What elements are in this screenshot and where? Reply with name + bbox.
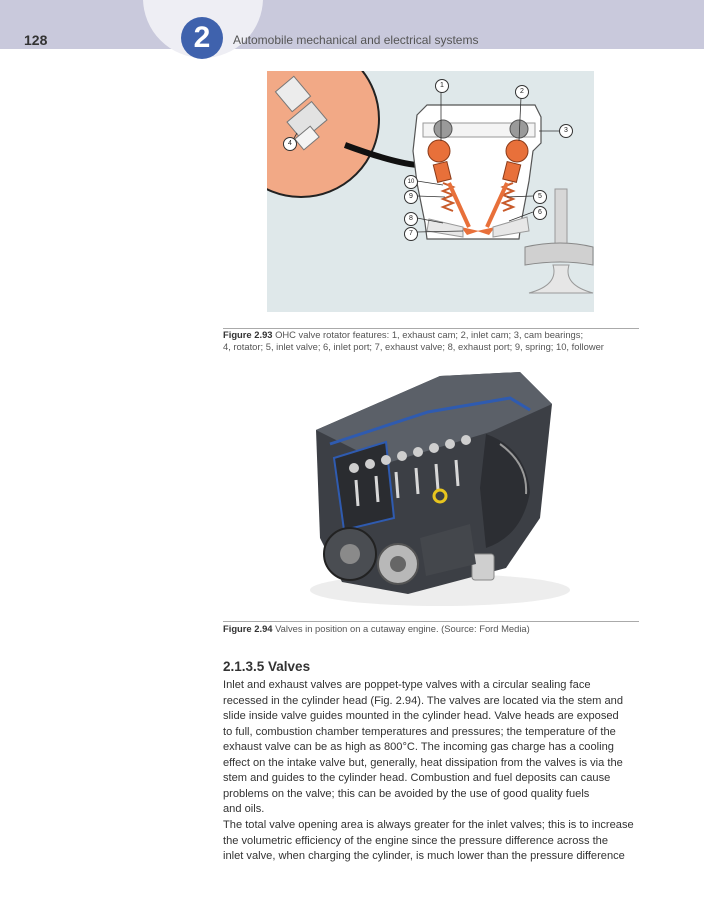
text-line: the volumetric efficiency of the engine since the pressure difference across the — [223, 834, 609, 847]
exhaust-cam — [428, 140, 450, 162]
callout-1: 1 — [435, 79, 449, 93]
callout-8: 8 — [404, 212, 418, 226]
paragraph-1 — [223, 678, 643, 818]
caption-rule-engine — [223, 621, 639, 622]
caption-label: Figure 2.93 — [223, 329, 273, 340]
section-heading: 2.1.3.5 Valves — [223, 659, 311, 674]
text-line: recessed in the cylinder head (Fig. 2.94). The valves are located via the stem and — [223, 694, 624, 707]
text-line: inlet valve, when charging the cylinder, is much lower than the pressure difference — [223, 850, 625, 862]
text-line: to full, combustion chamber temperatures and pressures; the temperature of the — [223, 725, 616, 738]
caption-label: Figure 2.94 — [223, 623, 273, 634]
text-line: problems on the valve; this can be avoided by the use of good quality fuels — [223, 787, 590, 800]
callout-3: 3 — [559, 124, 573, 138]
callout-9: 9 — [404, 190, 418, 204]
figure-2-94-caption — [223, 623, 643, 635]
caption-text: Valves in position on a cutaway engine. (Source: Ford Media) — [275, 623, 530, 634]
callout-6: 6 — [533, 206, 547, 220]
cutaway-engine-illustration — [290, 368, 570, 608]
caption-line-1: OHC valve rotator features: 1, exhaust cam; 2, inlet cam; 3, cam bearings; — [275, 329, 584, 340]
figure-2-93-caption — [223, 329, 643, 353]
text-line: stem and guides to the cylinder head. Combustion and fuel deposits can cause — [223, 772, 611, 784]
valve-collar — [525, 243, 593, 265]
callout-4: 4 — [283, 137, 297, 151]
valve-head — [529, 265, 593, 293]
text-line: exhaust valve can be as high as 800°C. The incoming gas charge has a cooling — [223, 741, 614, 753]
figure-2-94-engine-image — [290, 368, 570, 608]
callout-5: 5 — [533, 190, 547, 204]
paragraph-2 — [223, 818, 643, 865]
chapter-number-badge: 2 — [181, 17, 223, 59]
callout-10: 10 — [404, 175, 418, 189]
caption-line-2: 4, rotator; 5, inlet valve; 6, inlet port; 7, exhaust valve; 8, exhaust port; 9, spring; 10, follower — [223, 341, 604, 352]
valve-stem-illustration — [555, 189, 567, 247]
callout-7: 7 — [404, 227, 418, 241]
page-number: 128 — [24, 32, 48, 48]
figure-2-93-diagram — [267, 71, 594, 312]
text-line: slide inside valve guides mounted in the cylinder head. Valve heads are exposed — [223, 710, 619, 722]
callout-2: 2 — [515, 85, 529, 99]
running-title: Automobile mechanical and electrical systems — [233, 33, 479, 47]
text-line: and oils. — [223, 803, 265, 815]
inlet-cam — [506, 140, 528, 162]
text-line: Inlet and exhaust valves are poppet-type valves with a circular sealing face — [223, 679, 591, 691]
text-line: effect on the intake valve but, generally, heat dissipation from the valves is via the — [223, 756, 623, 769]
text-line: The total valve opening area is always greater for the inlet valves; this is to increase — [223, 819, 634, 831]
